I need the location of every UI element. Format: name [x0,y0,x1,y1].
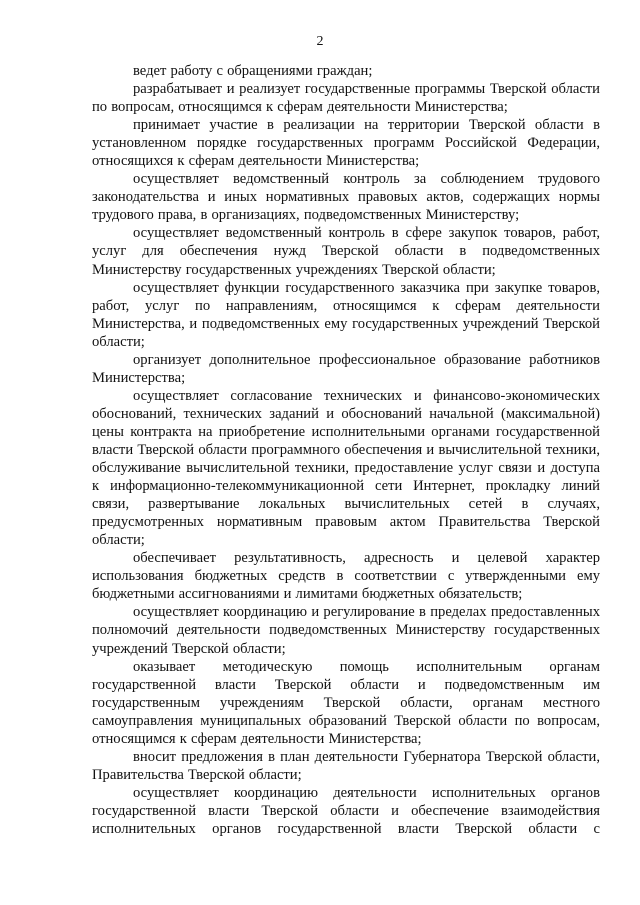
paragraph-labor-control: осуществляет ведомственный контроль за соблюдением трудового законодательства и иных нормативных правовых актов, содержащих нормы трудового права, в организациях, подведомственных Министерству; [92,171,600,224]
paragraph-citizen-appeals: ведет работу с обращениями граждан; [133,63,373,79]
paragraph-budget-efficiency: обеспечивает результативность, адресность и целевой характер использования бюджетных средств в соответствии с утвержденными ему бюджетными ассигнованиями и лимитами бюджетных обязательств; [92,550,600,603]
paragraph-technical-approvals: осуществляет согласование технических и финансово-экономических обоснований, технических заданий и обоснований начальной (максимальной) цены контракта на приобретение исполнительными органами государственной власти Тверской области программного обеспечения и вычислительной техники, обслуживание вычислительной техники, предоставление услуг связи и доступа к информационно-телекоммуникационной сети Интернет, прокладку линий связи, развертывание локальных вычислительных сетей в случаях, предусмотренных нормативным правовым актом Правительства Тверской области; [92,387,600,549]
paragraph-state-programs: разрабатывает и реализует государственные программы Тверской области по вопросам, относящимся к сферам деятельности Министерства; [92,81,600,116]
document-body [92,62,600,838]
paragraph-state-customer: осуществляет функции государственного заказчика при закупке товаров, работ, услуг по направлениям, относящимся к сферам деятельности Министерства, и подведомственных ему государственных учреждений Тверской области; [92,279,600,350]
page-number: 2 [316,34,324,49]
paragraph-governor-plan: вносит предложения в план деятельности Губернатора Тверской области, Правительства Тверской области; [92,748,600,783]
paragraph-federal-programs: принимает участие в реализации на территории Тверской области в установленном порядке государственных программ Российской Федерации, относящихся к сферам деятельности Министерства; [92,117,600,170]
paragraph-executive-coordination: осуществляет координацию деятельности исполнительных органов государственной власти Тверской области и обеспечение взаимодействия исполнительных органов государственной власти Тверской области с [92,784,600,837]
paragraph-coordination-institutions: осуществляет координацию и регулирование в пределах предоставленных полномочий деятельности подведомственных Министерству государственных учреждений Тверской области; [92,604,600,657]
paragraph-professional-education: организует дополнительное профессиональное образование работников Министерства; [92,351,600,386]
paragraph-procurement-control: осуществляет ведомственный контроль в сфере закупок товаров, работ, услуг для обеспечения нужд Тверской области в подведомственных Министерству государственных учреждениях Тверской области; [92,225,600,278]
paragraph-methodical-assistance: оказывает методическую помощь исполнительным органам государственной власти Тверской области и подведомственным им государственным учреждениям Тверской области, органам местного самоуправления муниципальных образований Тверской области по вопросам, относящимся к сферам деятельности Министерства; [92,658,600,747]
